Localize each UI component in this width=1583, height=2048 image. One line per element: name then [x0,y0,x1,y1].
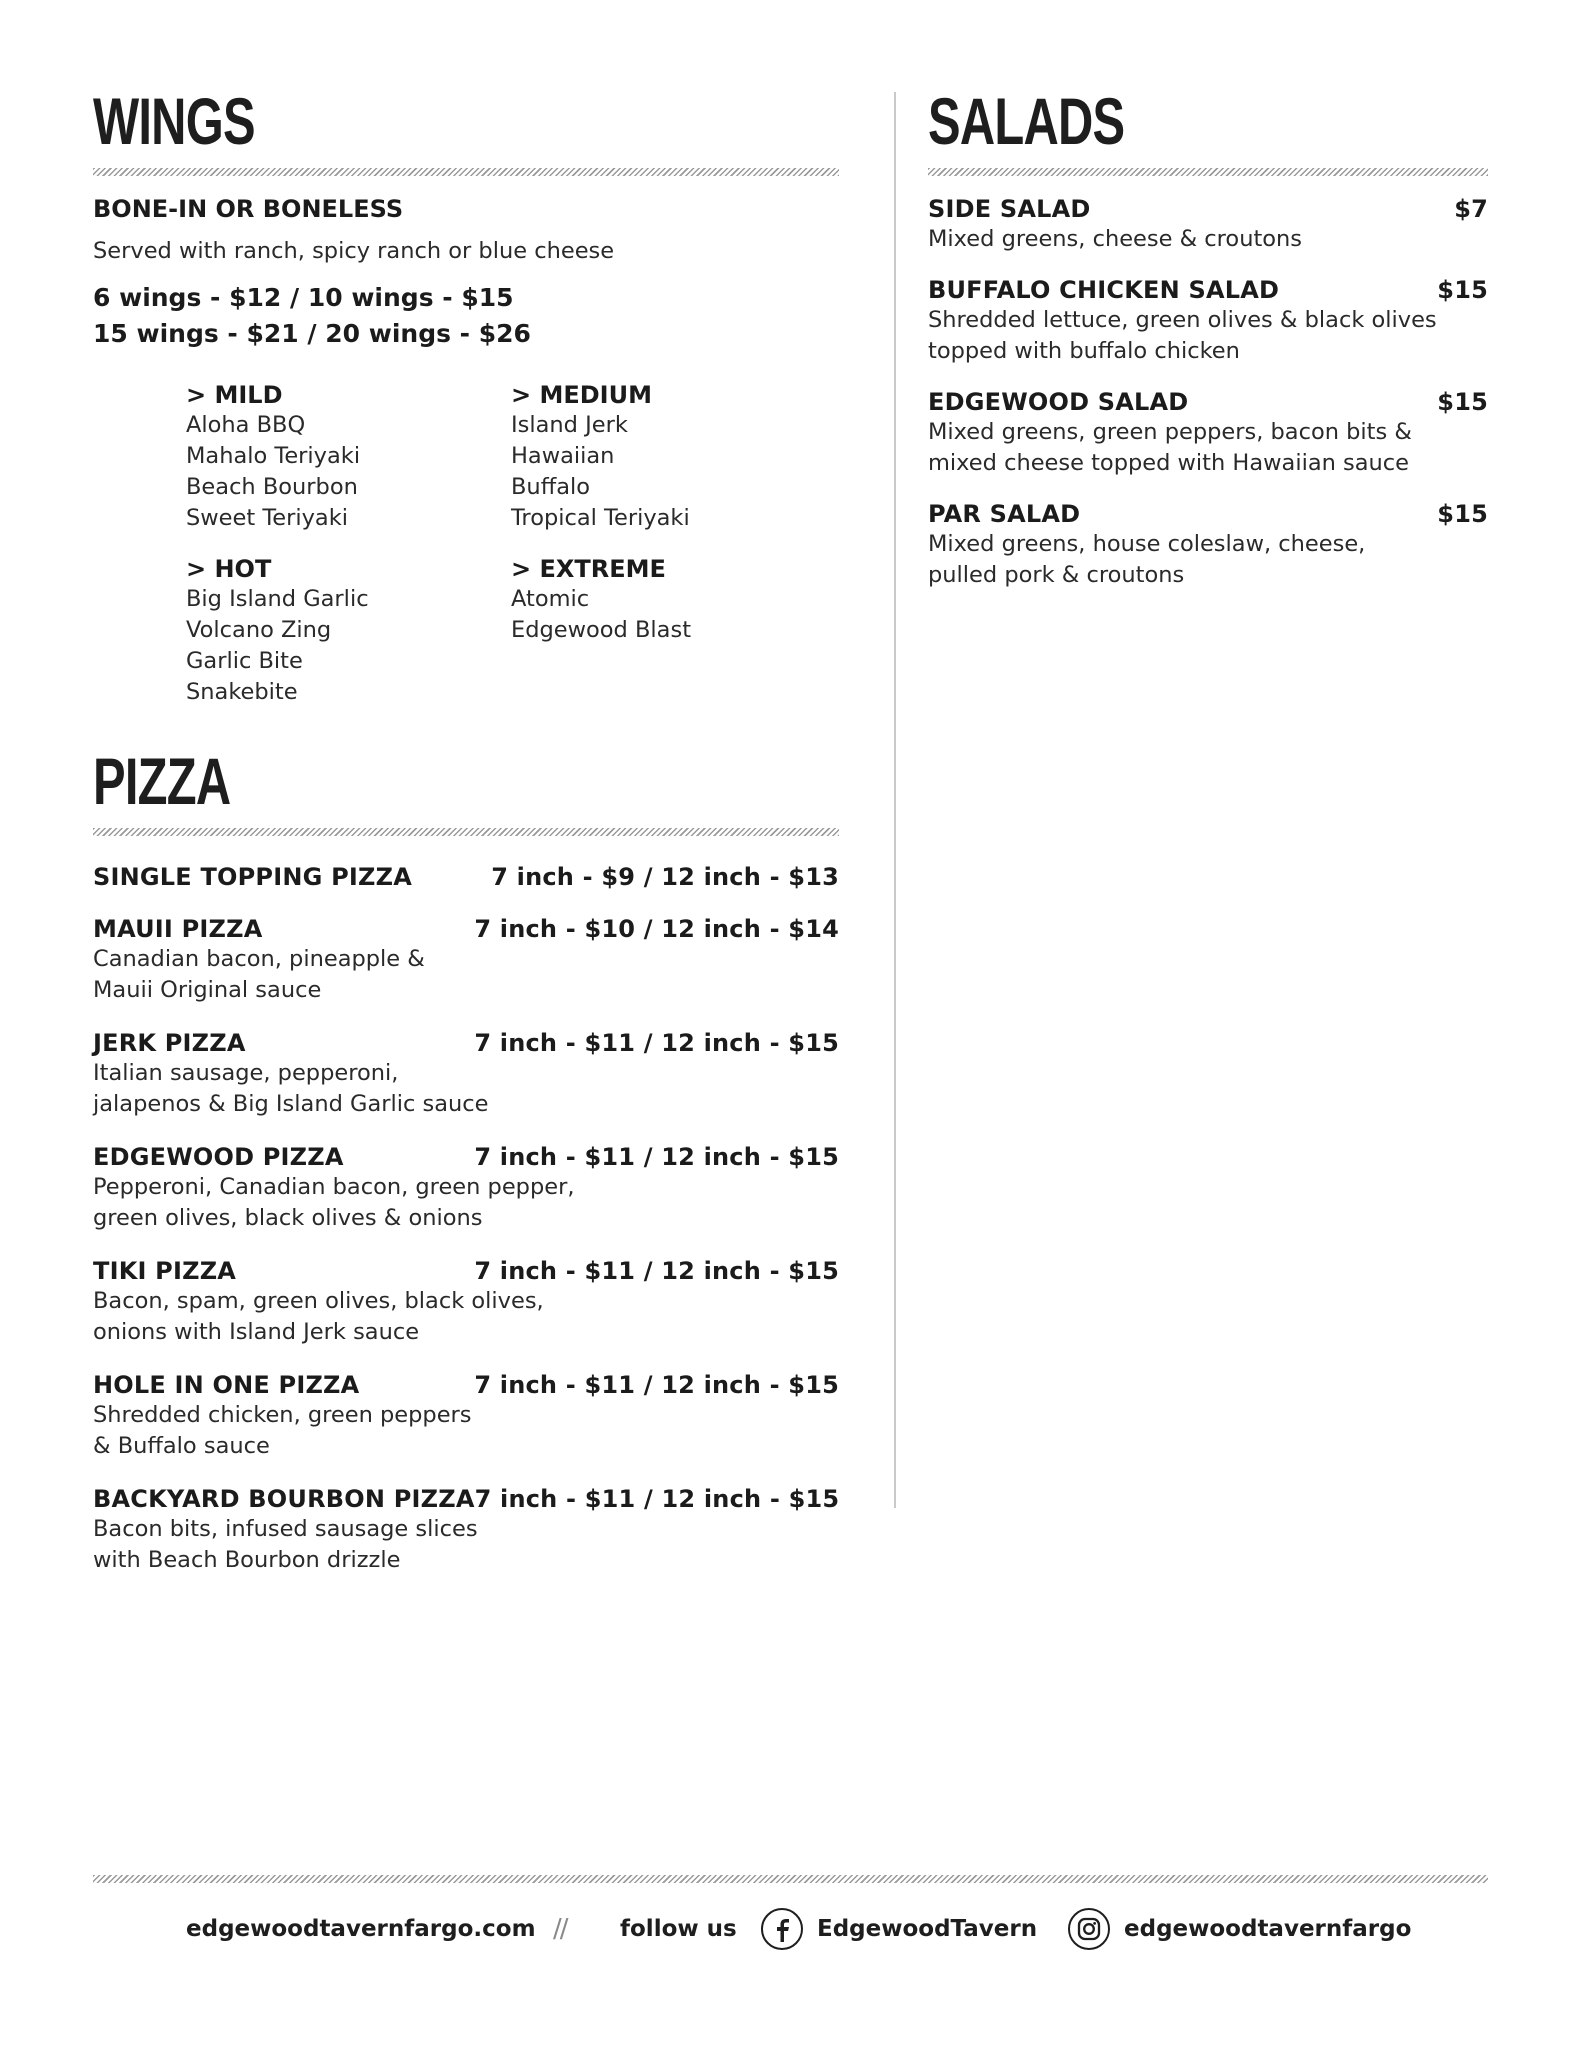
salad-description: Mixed greens, cheese & croutons [928,226,1303,252]
pizza-price: 7 inch - $11 / 12 inch - $15 [474,1029,839,1057]
pizza-price: 7 inch - $11 / 12 inch - $15 [474,1257,839,1285]
salad-price: $15 [1437,388,1488,416]
salad-list [928,194,1488,591]
pizza-item-header [93,1142,839,1172]
salad-item [928,194,1488,255]
instagram-icon [1068,1908,1110,1950]
salad-description: Mixed greens, house coleslaw, cheese, [928,531,1366,557]
follow-us-label: follow us [620,1916,737,1942]
salad-item-header [928,499,1488,529]
pizza-item-header [93,1370,839,1400]
pizza-price: 7 inch - $11 / 12 inch - $15 [474,1143,839,1171]
salad-description: Shredded lettuce, green olives & black olives [928,307,1437,333]
instagram-handle: edgewoodtavernfargo [1124,1916,1412,1942]
pizza-item [93,1484,839,1576]
pizza-item-header [93,1484,839,1514]
flavor-group [186,380,511,534]
salad-item [928,275,1488,367]
pizza-list [93,862,839,1576]
flavor-item: Snakebite [186,679,298,705]
salad-description: mixed cheese topped with Hawaiian sauce [928,450,1410,476]
pizza-description: Mauii Original sauce [93,977,322,1003]
flavor-item: Tropical Teriyaki [511,505,690,531]
pizza-item-header [93,914,839,944]
pizza-title: PIZZA [93,744,231,818]
wings-section [93,84,839,708]
flavor-heading: > MILD [186,381,283,409]
salad-price: $15 [1437,276,1488,304]
wings-subtitle: BONE-IN OR BONELESS [93,195,404,223]
pizza-price: 7 inch - $11 / 12 inch - $15 [474,1485,840,1513]
pizza-description: Pepperoni, Canadian bacon, green pepper, [93,1174,575,1200]
salad-description: pulled pork & croutons [928,562,1185,588]
salad-name: SIDE SALAD [928,195,1091,223]
pizza-description: Italian sausage, pepperoni, [93,1060,399,1086]
flavor-item: Volcano Zing [186,617,332,643]
pizza-description: Canadian bacon, pineapple & [93,946,425,972]
pizza-description: Bacon bits, infused sausage slices [93,1516,478,1542]
pizza-item-header [93,1028,839,1058]
flavor-item: Edgewood Blast [511,617,692,643]
flavor-item: Mahalo Teriyaki [186,443,361,469]
pizza-description: jalapenos & Big Island Garlic sauce [93,1091,489,1117]
wings-prices [93,280,839,352]
pizza-item [93,862,839,892]
wings-served-with: Served with ranch, spicy ranch or blue cheese [93,238,615,264]
salad-item-header [928,387,1488,417]
pizza-name: MAUII PIZZA [93,915,263,943]
separator: // [553,1914,567,1944]
flavor-item: Island Jerk [511,412,628,438]
salad-item [928,387,1488,479]
pizza-item [93,1256,839,1348]
salad-item-header [928,275,1488,305]
flavor-item: Hawaiian [511,443,615,469]
salad-price: $15 [1437,500,1488,528]
salad-name: EDGEWOOD SALAD [928,388,1189,416]
pizza-price: 7 inch - $11 / 12 inch - $15 [474,1371,839,1399]
flavor-item: Buffalo [511,474,591,500]
footer-divider [93,1875,1488,1883]
pizza-name: BACKYARD BOURBON PIZZA [93,1485,475,1513]
flavor-heading: > EXTREME [511,555,666,583]
pizza-name: SINGLE TOPPING PIZZA [93,863,412,891]
pizza-section [93,744,840,1576]
wings-price-line: 6 wings - $12 / 10 wings - $15 [93,283,514,312]
flavor-group [511,554,771,708]
pizza-price: 7 inch - $10 / 12 inch - $14 [474,915,839,943]
flavor-item: Aloha BBQ [186,412,306,438]
pizza-description: & Buffalo sauce [93,1433,270,1459]
flavor-item: Beach Bourbon [186,474,358,500]
flavor-heading: > MEDIUM [511,381,652,409]
pizza-price: 7 inch - $9 / 12 inch - $13 [491,863,839,891]
salad-price: $7 [1454,195,1488,223]
salads-section [928,84,1488,591]
salad-name: BUFFALO CHICKEN SALAD [928,276,1280,304]
salad-name: PAR SALAD [928,500,1081,528]
pizza-item-header [93,1256,839,1286]
flavor-group [186,554,511,708]
salad-item [928,499,1488,591]
flavor-item: Sweet Teriyaki [186,505,348,531]
flavor-group [511,380,771,534]
flavor-item: Garlic Bite [186,648,303,674]
pizza-name: EDGEWOOD PIZZA [93,1143,344,1171]
pizza-item [93,1370,839,1462]
flavor-groups [186,380,839,708]
right-column [928,84,1488,611]
salads-title: SALADS [928,84,1125,158]
pizza-item-header [93,862,839,892]
pizza-divider [93,828,839,836]
pizza-name: JERK PIZZA [93,1029,246,1057]
pizza-item [93,1142,839,1234]
pizza-description: Shredded chicken, green peppers [93,1402,472,1428]
pizza-description: onions with Island Jerk sauce [93,1319,420,1345]
salad-description: topped with buffalo chicken [928,338,1240,364]
pizza-name: TIKI PIZZA [93,1257,237,1285]
salads-divider [928,168,1488,176]
facebook-link[interactable] [761,1899,1037,1959]
flavor-item: Big Island Garlic [186,586,369,612]
wings-divider [93,168,839,176]
facebook-handle: EdgewoodTavern [817,1916,1038,1942]
column-divider [894,92,896,1508]
wings-price-line: 15 wings - $21 / 20 wings - $26 [93,319,531,348]
pizza-description: Bacon, spam, green olives, black olives, [93,1288,544,1314]
pizza-item [93,914,839,1006]
instagram-link[interactable] [1068,1899,1411,1959]
pizza-name: HOLE IN ONE PIZZA [93,1371,360,1399]
facebook-icon [761,1908,803,1950]
left-column [93,84,840,1598]
pizza-item [93,1028,839,1120]
salad-description: Mixed greens, green peppers, bacon bits & [928,419,1412,445]
flavor-heading: > HOT [186,555,272,583]
footer [93,1875,1488,1959]
pizza-description: with Beach Bourbon drizzle [93,1547,401,1573]
flavor-item: Atomic [511,586,590,612]
wings-title: WINGS [93,84,255,158]
website-link[interactable]: edgewoodtavernfargo.com [186,1916,536,1942]
pizza-description: green olives, black olives & onions [93,1205,483,1231]
salad-item-header [928,194,1488,224]
